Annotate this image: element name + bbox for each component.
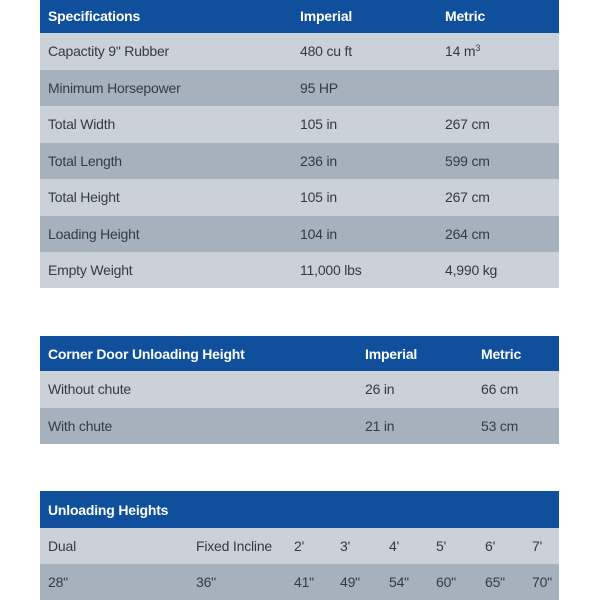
corner-door-header xyxy=(40,336,559,371)
spec-label: Total Length xyxy=(48,153,122,169)
spec-label: Empty Weight xyxy=(48,262,133,278)
corner-row xyxy=(40,371,559,408)
imperial-header: Imperial xyxy=(300,8,353,24)
unloading-heights-header xyxy=(40,491,559,528)
unloading-header-cell: 4' xyxy=(389,538,400,554)
spec-metric-value: 267 cm xyxy=(445,116,490,132)
spec-row xyxy=(40,70,559,106)
corner-metric-header: Metric xyxy=(481,346,522,362)
spec-row xyxy=(40,179,559,216)
unloading-header-cell: 2' xyxy=(294,538,305,554)
spec-imperial-value: 236 in xyxy=(300,153,337,169)
corner-row xyxy=(40,408,559,444)
unloading-header-row xyxy=(40,528,559,564)
spec-label: Loading Height xyxy=(48,226,140,242)
unloading-value-row xyxy=(40,564,559,600)
metric-header: Metric xyxy=(445,8,486,24)
spec-label: Capactity 9" Rubber xyxy=(48,43,170,59)
specifications-table xyxy=(40,0,559,288)
corner-label: Without chute xyxy=(48,381,131,397)
unloading-value-cell: 65" xyxy=(485,574,505,590)
unloading-header-cell: Fixed Incline xyxy=(196,538,272,554)
corner-metric-value: 53 cm xyxy=(481,418,519,434)
spec-row xyxy=(40,216,559,252)
corner-imperial-value: 26 in xyxy=(365,381,395,397)
corner-door-table xyxy=(40,336,559,444)
unloading-value-cell: 60" xyxy=(436,574,456,590)
corner-metric-value: 66 cm xyxy=(481,381,519,397)
unloading-value-cell: 49" xyxy=(340,574,360,590)
spec-row xyxy=(40,252,559,288)
corner-door-header-label: Corner Door Unloading Height xyxy=(48,346,245,362)
spec-label: Minimum Horsepower xyxy=(48,80,181,96)
unloading-value-cell: 54" xyxy=(389,574,409,590)
spec-metric-value: 599 cm xyxy=(445,153,490,169)
unloading-heights-title: Unloading Heights xyxy=(48,502,169,518)
unloading-header-cell: 7' xyxy=(532,538,543,554)
unloading-header-cell: 3' xyxy=(340,538,351,554)
unloading-header-cell: Dual xyxy=(48,538,76,554)
specifications-header-label: Specifications xyxy=(48,8,141,24)
corner-imperial-header: Imperial xyxy=(365,346,418,362)
spec-imperial-value: 105 in xyxy=(300,189,337,205)
unloading-heights-table xyxy=(40,491,559,600)
spec-metric-cell xyxy=(445,43,480,59)
unloading-header-cell: 6' xyxy=(485,538,496,554)
spec-metric-value: 264 cm xyxy=(445,226,490,242)
corner-imperial-value: 21 in xyxy=(365,418,395,434)
unloading-value-cell: 36" xyxy=(196,574,216,590)
spec-label: Total Width xyxy=(48,116,116,132)
spec-row xyxy=(40,143,559,179)
spec-row xyxy=(40,33,559,70)
spec-metric-value: 267 cm xyxy=(445,189,490,205)
unloading-value-cell: 41" xyxy=(294,574,314,590)
spec-imperial-value: 104 in xyxy=(300,226,337,242)
unloading-header-cell: 5' xyxy=(436,538,447,554)
spec-row xyxy=(40,106,559,143)
unloading-value-cell: 70" xyxy=(532,574,552,590)
spec-label: Total Height xyxy=(48,189,120,205)
spec-imperial-value: 11,000 lbs xyxy=(300,262,362,278)
unloading-value-cell: 28" xyxy=(48,574,68,590)
spec-imperial-value: 105 in xyxy=(300,116,337,132)
corner-label: With chute xyxy=(48,418,113,434)
metric-superscript: 3 xyxy=(475,43,481,53)
spec-imperial-value: 95 HP xyxy=(300,80,338,96)
specifications-header xyxy=(40,0,559,33)
spec-imperial-value: 480 cu ft xyxy=(300,43,352,59)
spec-metric-value: 4,990 kg xyxy=(445,262,498,278)
spec-metric-value: 14 m xyxy=(445,43,476,59)
